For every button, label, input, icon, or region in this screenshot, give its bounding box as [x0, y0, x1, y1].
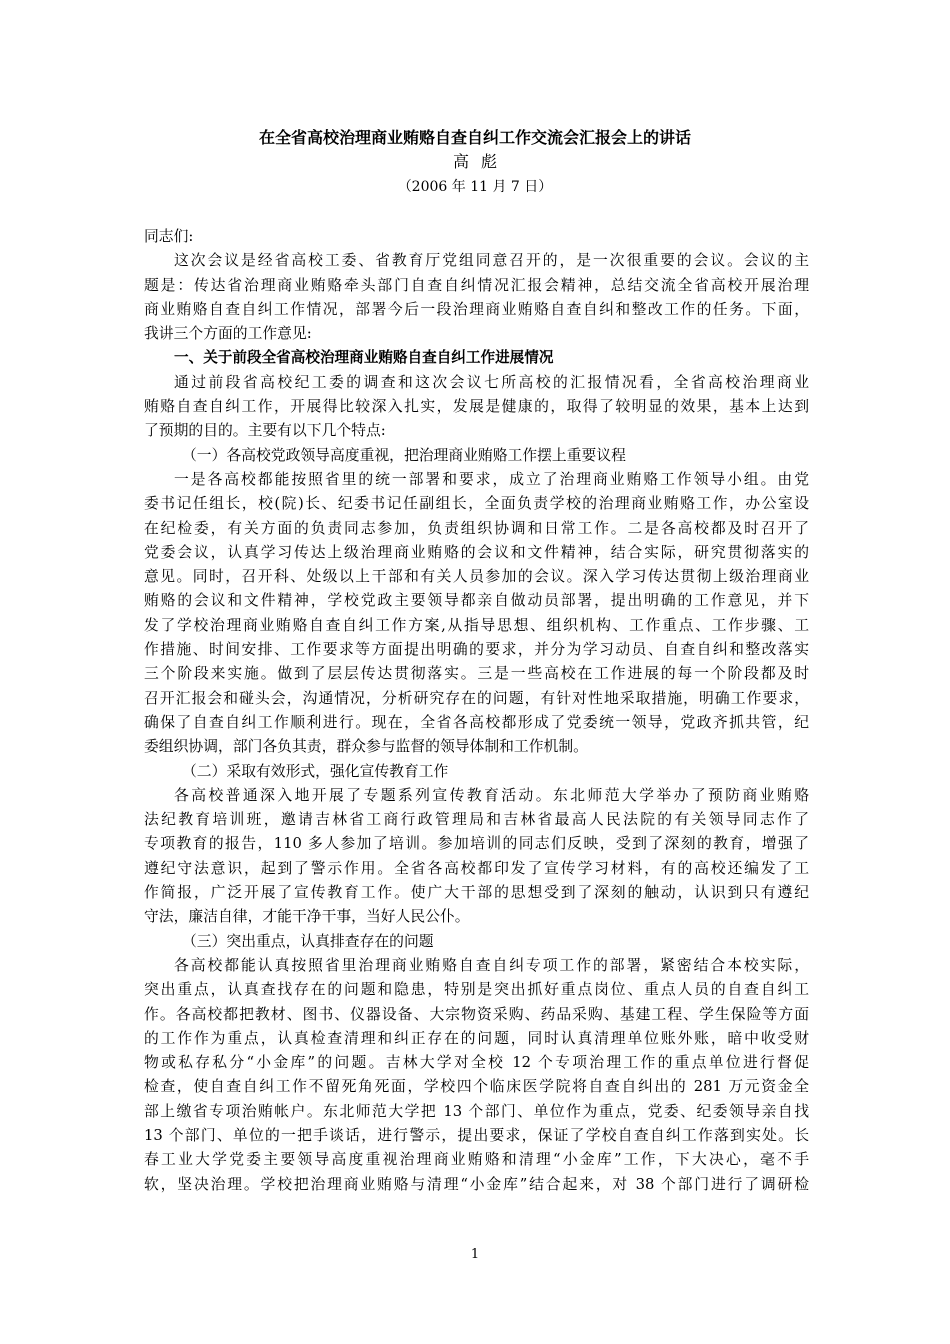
body-line: 同志们: — [144, 228, 194, 245]
body-line: 作简报，广泛开展了宣传教育工作。使广大干部的思想受到了深刻的触动，认识到只有遵纪 — [144, 884, 809, 902]
subsection-heading: （一）各高校党政领导高度重视，把治理商业贿赂工作摆上重要议程 — [182, 446, 626, 464]
body-line: 贿赂自查自纠工作，开展得比较深入扎实，发展是健康的，取得了较明显的效果，基本上达到 — [144, 398, 809, 416]
body-line: 在纪检委，有关方面的负责同志参加，负责组织协调和日常工作。二是各高校都及时召开了 — [144, 519, 809, 537]
body-line: 遵纪守法意识，起到了警示作用。全省各高校都印发了宣传学习材料，有的高校还编发了工 — [144, 859, 809, 877]
body-line: 13 个部门、单位的一把手谈话，进行警示，提出要求，保证了学校自查自纠工作落到实处。长 — [144, 1126, 809, 1144]
document-title: 在全省高校治理商业贿赂自查自纠工作交流会汇报会上的讲话 — [258, 128, 691, 147]
body-line: 突出重点，认真查找存在的问题和隐患，特别是突出抓好重点岗位、重点人员的自查自纠工 — [144, 981, 809, 999]
body-line: 意见。同时，召开科、处级以上干部和有关人员参加的会议。深入学习传达贯彻上级治理商业 — [144, 568, 809, 586]
body-line: 通过前段省高校纪工委的调查和这次会议七所高校的汇报情况看，全省高校治理商业 — [174, 373, 809, 391]
body-line: 贿赂的会议和文件精神，学校党政主要领导都亲自做动员部署，提出明确的工作意见，并下 — [144, 592, 809, 610]
body-line: 委书记任组长，校(院)长、纪委书记任副组长，全面负责学校的治理商业贿赂工作，办公室设 — [144, 495, 809, 513]
subsection-heading: （二）采取有效形式，强化宣传教育工作 — [182, 762, 449, 780]
body-line: 商业贿赂自查自纠工作情况，部署今后一段治理商业贿赂自查自纠和整改工作的任务。下面， — [144, 300, 809, 318]
document-body — [144, 225, 809, 1197]
document-date: （2006 年 11 月 7 日） — [397, 179, 553, 195]
body-line: 召开汇报会和碰头会，沟通情况，分析研究存在的问题，有针对性地采取措施，明确工作要求， — [144, 689, 809, 707]
body-line: 作措施、时间安排、工作要求等方面提出明确的要求，并分为学习动员、自查自纠和整改落实 — [144, 641, 809, 659]
page-number: 1 — [470, 1247, 480, 1262]
body-line: 检查，使自查自纠工作不留死角死面，学校四个临床医学院将自查自纠出的 281 万元资金全 — [144, 1078, 809, 1096]
subsection-heading: （三）突出重点，认真排查存在的问题 — [182, 932, 434, 950]
body-line: 专项教育的报告，110 多人参加了培训。参加培训的同志们反映，受到了深刻的教育，增强了 — [144, 835, 809, 853]
section-heading: 一、关于前段全省高校治理商业贿赂自查自纠工作进展情况 — [174, 349, 554, 367]
body-line: 软，坚决治理。学校把治理商业贿赂与清理“小金库”结合起来，对 38 个部门进行了调研检 — [144, 1175, 809, 1193]
body-line: 三个阶段来实施。做到了层层传达贯彻落实。三是一些高校在工作进展的每一个阶段都及时 — [144, 665, 809, 683]
body-line: 春工业大学党委主要领导高度重视治理商业贿赂和清理“小金库”工作，下大决心，毫不手 — [144, 1151, 809, 1169]
body-line: 各高校普通深入地开展了专题系列宣传教育活动。东北师范大学举办了预防商业贿赂 — [174, 786, 809, 804]
body-line: 委组织协调，部门各负其责，群众参与监督的领导体制和工作机制。 — [144, 738, 588, 756]
body-line: 各高校都能认真按照省里治理商业贿赂自查自纠专项工作的部署，紧密结合本校实际， — [174, 956, 809, 974]
body-line: 确保了自查自纠工作顺利进行。现在，全省各高校都形成了党委统一领导，党政齐抓共管，纪 — [144, 713, 809, 731]
body-line: 题是：传达省治理商业贿赂牵头部门自查自纠情况汇报会精神，总结交流全省高校开展治理 — [144, 276, 809, 294]
body-line: 的工作作为重点，认真检查清理和纠正存在的问题，同时认真清理单位账外账，暗中收受财 — [144, 1029, 809, 1047]
body-line: 了预期的目的。主要有以下几个特点: — [144, 422, 386, 440]
body-line: 党委会议，认真学习传达上级治理商业贿赂的会议和文件精神，结合实际，研究贯彻落实的 — [144, 543, 809, 561]
body-line: 守法，廉洁自律，才能干净干事，当好人民公仆。 — [144, 908, 470, 926]
document-author: 高彪 — [452, 152, 509, 171]
body-line: 发了学校治理商业贿赂自查自纠工作方案,从指导思想、组织机构、工作重点、工作步骤、工 — [144, 616, 809, 634]
body-line: 这次会议是经省高校工委、省教育厅党组同意召开的，是一次很重要的会议。会议的主 — [174, 252, 809, 270]
body-line: 物或私存私分“小金库”的问题。吉林大学对全校 12 个专项治理工作的重点单位进行督促 — [144, 1054, 809, 1072]
body-line: 法纪教育培训班，邀请吉林省工商行政管理局和吉林省最高人民法院的有关领导同志作了 — [144, 811, 809, 829]
body-line: 我讲三个方面的工作意见: — [144, 325, 312, 343]
body-line: 部上缴省专项治贿帐户。东北师范大学把 13 个部门、单位作为重点，党委、纪委领导亲自找 — [144, 1102, 809, 1120]
body-line: 一是各高校都能按照省里的统一部署和要求，成立了治理商业贿赂工作领导小组。由党 — [174, 470, 809, 488]
body-line: 作。各高校都把教材、图书、仪器设备、大宗物资采购、药品采购、基建工程、学生保险等方面 — [144, 1005, 809, 1023]
